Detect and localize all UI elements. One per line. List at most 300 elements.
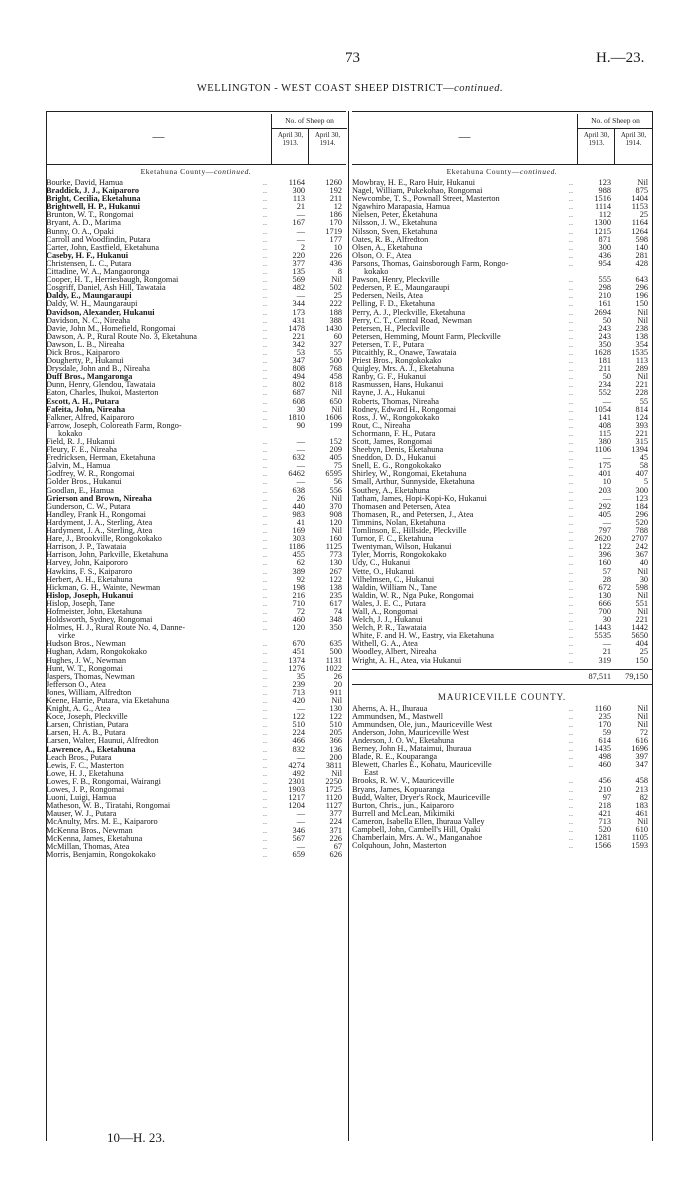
owner-name: Larsen, Walter, Haunui, Alfredton — [46, 737, 159, 746]
owner-name: Ngawhiro Marapasia, Hamua — [352, 203, 450, 212]
sheep-1913: 401 — [598, 469, 611, 479]
leader-dots: .. — [568, 784, 574, 794]
table-row — [46, 422, 346, 430]
sheep-1914: 1120 — [325, 793, 342, 803]
sheep-1913: 1186 — [288, 542, 305, 552]
owner-name: Daldy, E., Maungaraupi — [46, 292, 132, 301]
sheep-1914: 183 — [635, 800, 648, 810]
sheep-1914: 354 — [635, 339, 648, 349]
sheep-1914: 370 — [329, 501, 342, 511]
leader-dots: .. — [568, 792, 574, 802]
leader-dots: .. — [568, 816, 574, 826]
sheep-1914: 1593 — [631, 841, 648, 851]
leader-dots: .. — [568, 315, 574, 325]
leader-dots: .. — [262, 267, 268, 277]
sheep-1913: 456 — [598, 776, 611, 786]
owner-name: Eaton, Charles, Ihukoi, Masterton — [46, 389, 159, 398]
sheep-1913: 342 — [292, 339, 305, 349]
sheep-1914: 55 — [333, 347, 342, 357]
sheep-1913: 377 — [292, 258, 305, 268]
sheep-1913: 954 — [598, 258, 611, 268]
sheep-1914: 371 — [329, 825, 342, 835]
leader-dots: .. — [262, 331, 268, 341]
sheep-1913: 298 — [598, 283, 611, 293]
sheep-1913: 421 — [598, 808, 611, 818]
sheep-1914: Nil — [637, 307, 648, 317]
owner-name: Larsen, Christian, Putara — [46, 721, 129, 730]
owner-name: Hardyment, J. A., Sterling, Atea — [46, 518, 153, 527]
owner-name: Fredricksen, Herman, Eketahuna — [46, 454, 156, 463]
owner-name: Oates, R. B., Alfredton — [352, 235, 429, 244]
sheep-1913: 494 — [292, 372, 305, 382]
leader-dots: .. — [262, 542, 268, 552]
sheep-1913: 567 — [292, 833, 305, 843]
sheep-1914: 296 — [635, 509, 648, 519]
sheep-1914: 160 — [329, 534, 342, 544]
sheep-1913: 346 — [292, 825, 305, 835]
sheep-1913: 1106 — [594, 445, 611, 455]
sheep-1913: 405 — [598, 509, 611, 519]
sheep-1914: 643 — [635, 275, 648, 285]
sheep-1914: 226 — [329, 833, 342, 843]
leader-dots: .. — [262, 186, 268, 196]
owner-name: Twentyman, Wilson, Hukanui — [352, 543, 452, 552]
sheep-1914: 200 — [329, 752, 342, 762]
owner-name: Leach Bros., Putara — [46, 753, 112, 762]
owner-name: Keene, Harrie, Putara, via Eketahuna — [46, 697, 170, 705]
sheep-1913: 1300 — [594, 218, 611, 228]
owner-name: Vilhelmsen, C., Hukanui — [352, 575, 435, 584]
owner-name: Mauser, W. J., Putara — [46, 810, 117, 819]
leader-dots: .. — [262, 299, 268, 309]
sheep-1913: 234 — [598, 380, 611, 390]
sheep-1913: 713 — [598, 816, 611, 826]
sheep-1913: 380 — [598, 437, 611, 446]
owner-name: Brightwell, H. P., Hukanui — [46, 203, 140, 212]
sheep-1913: 21 — [296, 202, 305, 212]
sheep-1914: 228 — [635, 388, 648, 398]
section-heading: Eketahuna County—continued. — [446, 167, 558, 176]
leader-dots: .. — [568, 331, 574, 341]
owner-name: Wall, A., Rongomai — [352, 607, 418, 616]
leader-dots: .. — [568, 412, 574, 422]
sheep-1913: 181 — [598, 356, 611, 366]
sheep-1913: 122 — [292, 712, 305, 722]
sheep-1913: 92 — [296, 574, 305, 584]
sheep-1913: 460 — [598, 760, 611, 770]
owner-name: Nielsen, Peter, Eketahuna — [352, 211, 438, 220]
leader-dots: .. — [568, 202, 574, 212]
table-row — [352, 842, 652, 850]
sheep-1913: 218 — [598, 800, 611, 810]
leader-dots: .. — [262, 760, 268, 770]
left-column — [46, 111, 346, 859]
sheep-1913: 420 — [292, 696, 305, 705]
leader-dots: .. — [568, 283, 574, 293]
owner-name: Newcombe, T. S., Pownall Street, Masterton — [352, 195, 500, 204]
leader-dots: .. — [262, 720, 268, 730]
sheep-1913: — — [296, 234, 305, 244]
leader-dots: .. — [568, 210, 574, 220]
sheep-1913: 492 — [292, 768, 305, 778]
leader-dots: .. — [262, 437, 268, 446]
owner-name: Caseby, H. F., Hukanui — [46, 251, 129, 260]
sheep-1914: 221 — [635, 380, 648, 390]
owner-name: Ammundsen, Ole, jun., Mauriceville West — [352, 720, 493, 729]
owner-name: Dick Bros., Kaiparoro — [46, 348, 120, 357]
owner-name: Grierson and Brown, Nireaha — [46, 494, 152, 503]
sheep-1914: 150 — [635, 299, 648, 309]
sheep-1914: 1164 — [631, 218, 648, 228]
sheep-1913: 90 — [296, 420, 305, 430]
sheep-1913: 141 — [598, 412, 611, 422]
owner-name: Hofmeister, John, Eketahuna — [46, 607, 142, 616]
leader-dots: .. — [262, 623, 268, 633]
sheep-1913: 303 — [292, 534, 305, 544]
owner-name: Brooks, R. W. V., Mauriceville — [352, 777, 455, 786]
sheep-1913: 710 — [292, 598, 305, 608]
sheep-1914: 152 — [329, 437, 342, 446]
owner-name: Koce, Joseph, Pleckville — [46, 713, 128, 722]
sheep-1913: 700 — [598, 606, 611, 616]
leader-dots: .. — [262, 469, 268, 479]
sheep-1914: 40 — [639, 558, 648, 568]
leader-dots: .. — [568, 558, 574, 568]
owner-name: Daldy, W. H., Maungaraupi — [46, 300, 138, 309]
owner-name: Pitcaithly, R., Onawe, Tawataia — [352, 348, 457, 357]
sheep-1913: 1478 — [288, 323, 305, 333]
sheep-1913: — — [602, 453, 611, 463]
leader-dots: .. — [568, 404, 574, 414]
owner-name: Luoni, Luigi, Hamua — [46, 794, 117, 803]
owner-name: Shirley, W., Rongomai, Eketahuna — [352, 470, 467, 479]
sheep-1913: 53 — [296, 347, 305, 357]
sheep-1914: 502 — [329, 283, 342, 293]
sheep-1914: 82 — [639, 792, 648, 802]
sheep-1913: 4274 — [288, 760, 305, 770]
sheep-1914: 12 — [333, 202, 342, 212]
sheep-1913: 638 — [292, 485, 305, 495]
sheep-1914: 768 — [329, 364, 342, 374]
owner-name: Small, Arthur, Sunnyside, Eketahuna — [352, 478, 475, 487]
leader-dots: .. — [568, 453, 574, 463]
sheep-1914: 6595 — [325, 469, 342, 479]
owner-name: Pawson, Henry, Pleckville — [352, 276, 440, 285]
sheep-1914: 122 — [329, 574, 342, 584]
leader-dots: .. — [568, 339, 574, 349]
sheep-1914: 122 — [329, 712, 342, 722]
leader-dots: .. — [262, 420, 268, 430]
owner-name: Jefferson O., Atea — [46, 680, 106, 689]
sheep-1913: 169 — [292, 526, 305, 536]
owner-name: Pedersen, P. E., Maungaraupi — [352, 284, 450, 293]
sheep-1913: — — [296, 461, 305, 471]
owner-name: Blade, R. E., Kouparanga — [352, 753, 438, 762]
sheep-1914: 1153 — [631, 202, 648, 212]
sheep-1913: 988 — [598, 186, 611, 196]
sheep-1913: 460 — [292, 615, 305, 625]
sheep-1913: 6462 — [288, 469, 305, 479]
leader-dots: .. — [262, 744, 268, 754]
owner-name: Colquhoun, John, Masterton — [352, 842, 447, 851]
sheep-1914: 626 — [329, 849, 342, 859]
leader-dots: .. — [568, 218, 574, 228]
leader-dots: .. — [262, 202, 268, 212]
owner-name: Cooper, H. T., Herriesbaugh, Rongomai — [46, 276, 179, 285]
leader-dots: .. — [568, 380, 574, 390]
owner-name: Jones, William, Alfredton — [46, 688, 132, 697]
sheep-1913: 552 — [598, 388, 611, 398]
owner-name: Cittadine, W. A., Mangaoronga — [46, 268, 150, 277]
owner-name: Nilsson, J. W., Eketahuna — [352, 219, 438, 228]
sheep-1913: — — [602, 396, 611, 406]
leader-dots: .. — [568, 808, 574, 818]
sheep-1913: 614 — [598, 736, 611, 745]
sheep-1913: 10 — [602, 477, 611, 487]
sheep-1914: 458 — [329, 372, 342, 382]
sheep-1913: 983 — [292, 509, 305, 519]
leader-dots: .. — [568, 655, 574, 665]
owner-name: Dougherty, P., Hukanui — [46, 357, 124, 366]
sheep-1914: 598 — [635, 234, 648, 244]
sheep-1914: Nil — [331, 696, 342, 705]
sheep-1914: 377 — [329, 809, 342, 819]
sheep-1913: 50 — [602, 315, 611, 325]
sheep-1913: 1204 — [288, 801, 305, 811]
sheep-1913: 687 — [292, 388, 305, 398]
leader-dots: .. — [568, 307, 574, 317]
leader-dots: .. — [262, 242, 268, 252]
leader-dots: .. — [568, 493, 574, 503]
leader-dots: .. — [262, 404, 268, 414]
owner-name: McMillan, Thomas, Atea — [46, 842, 130, 851]
sheep-1914: Nil — [637, 719, 648, 729]
owner-name: Davie, John M., Homefield, Rongomai — [46, 324, 176, 333]
leader-dots: .. — [568, 736, 574, 745]
sheep-1913: — — [602, 517, 611, 527]
leader-dots: .. — [568, 364, 574, 374]
owner-name: Waldin, William N., Tane — [352, 583, 437, 592]
table-row — [46, 624, 346, 632]
sheep-1914: 1127 — [325, 801, 342, 811]
leader-dots: .. — [568, 833, 574, 843]
leader-dots: .. — [568, 477, 574, 487]
owner-name: Rasmussen, Hans, Hukanui — [352, 381, 444, 390]
owner-name: Godfrey, W. R., Rongomai — [46, 470, 135, 479]
leader-dots: .. — [262, 801, 268, 811]
owner-name: Cameron, Isabella Ellen, Ihuraua Valley — [352, 817, 485, 826]
sheep-1914: 242 — [635, 542, 648, 552]
sheep-1914: 1394 — [631, 445, 648, 455]
sheep-1913: — — [296, 817, 305, 827]
district-heading: WELLINGTON - WEST COAST SHEEP DISTRICT—continued. — [196, 83, 504, 94]
sheep-1914: 192 — [329, 186, 342, 196]
sheep-1914: 788 — [635, 526, 648, 536]
sheep-1913: 659 — [292, 849, 305, 859]
owner-name: Timmins, Nolan, Eketahuna — [352, 518, 446, 527]
owner-name: Harrison, John, Parkville, Eketahuna — [46, 551, 169, 560]
sheep-1914: 281 — [635, 250, 648, 260]
owner-name: White, F. and H. W., Eastry, via Eketahuna — [352, 632, 494, 641]
sheep-1914: 551 — [635, 598, 648, 608]
sheep-1913: 1281 — [594, 833, 611, 843]
leader-dots: .. — [262, 372, 268, 382]
sheep-1914: Nil — [637, 566, 648, 576]
sheep-1913: 1628 — [594, 347, 611, 357]
owner-name: Udy, C., Hukanui — [352, 559, 411, 568]
owner-name: Hughan, Adam, Rongokokako — [46, 648, 147, 657]
leader-dots: .. — [568, 388, 574, 398]
sheep-1914: 1264 — [631, 226, 648, 236]
leader-dots: .. — [568, 396, 574, 406]
sheep-1913: 161 — [598, 299, 611, 309]
owner-name: Davidson, Alexander, Hukanui — [46, 308, 155, 317]
sheep-1914: 296 — [635, 283, 648, 293]
sheep-1913: 455 — [292, 550, 305, 560]
owner-name: Dawson, L. B., Nireaha — [46, 340, 125, 349]
sheep-1913: 112 — [598, 210, 611, 220]
sheep-1914: 327 — [329, 339, 342, 349]
sheep-1914: Nil — [331, 493, 342, 503]
leader-dots: .. — [568, 703, 574, 713]
owner-name: kokako — [58, 429, 83, 438]
sheep-1913: 408 — [598, 420, 611, 430]
leader-dots: .. — [568, 776, 574, 786]
sheep-1914: 123 — [635, 493, 648, 503]
leader-dots: .. — [262, 841, 268, 851]
sheep-1914: 213 — [635, 784, 648, 794]
sheep-1913: 62 — [296, 558, 305, 568]
sheep-1914: 136 — [329, 744, 342, 754]
sheep-1914: 124 — [635, 412, 648, 422]
sheep-1913: 569 — [292, 275, 305, 285]
owner-name: Carroll and Woodfindin, Putara — [46, 235, 151, 244]
owner-name: McKenna Bros., Newman — [46, 826, 133, 835]
leader-dots: .. — [262, 768, 268, 778]
owner-name: Nagel, William, Pukekohao, Rongomai — [352, 187, 483, 196]
sheep-1913: 216 — [292, 590, 305, 600]
page-number: 73 — [345, 50, 360, 66]
sheep-1914: 1606 — [325, 412, 342, 422]
leader-dots: .. — [568, 501, 574, 511]
leader-dots: .. — [568, 719, 574, 729]
leader-dots: .. — [568, 727, 574, 737]
leader-dots: .. — [568, 631, 574, 641]
sheep-1913: 347 — [292, 356, 305, 366]
sheep-1913: — — [296, 291, 305, 301]
owner-name: Blewett, Charles E., Kohatu, Mauriceville — [352, 761, 492, 770]
table-header: — No. of Sheep on April 30, 1913. April 30, 1914. — [352, 111, 652, 165]
leader-dots: .. — [568, 178, 574, 187]
sheep-1913: 436 — [598, 250, 611, 260]
owner-name: Holmes, H. J., Rural Route No. 4, Danne- — [46, 624, 185, 633]
leader-dots: .. — [262, 728, 268, 738]
sheep-1914: 199 — [329, 420, 342, 430]
owner-name: Fafeita, John, Nireaha — [46, 405, 126, 414]
owner-name: Escott, A. H., Putara — [46, 397, 120, 406]
leader-dots: .. — [262, 655, 268, 665]
table-row — [352, 657, 652, 665]
leader-dots: .. — [262, 825, 268, 835]
owner-name: Petersen, H., Pleckville — [352, 324, 430, 333]
sheep-1914: 184 — [635, 501, 648, 511]
sheep-1914: Nil — [331, 388, 342, 398]
sheep-1914: 289 — [635, 364, 648, 374]
leader-dots: .. — [568, 420, 574, 430]
owner-name: Withell, G. A., Atea — [352, 640, 418, 649]
sheep-1913: 41 — [296, 517, 305, 527]
leader-dots: .. — [568, 250, 574, 260]
sheep-1914: 650 — [329, 396, 342, 406]
leader-dots: .. — [262, 712, 268, 722]
owner-name: Duff Bros., Mangaronga — [46, 373, 133, 382]
sheep-1913: 713 — [292, 687, 305, 697]
sheep-1913: 1516 — [594, 194, 611, 204]
owner-name: Rodney, Edward H., Rongomai — [352, 405, 457, 414]
leader-dots: .. — [262, 258, 268, 268]
sheep-1914: 1535 — [631, 347, 648, 357]
owner-name: Welch, J. J., Hukanui — [352, 616, 423, 625]
sheep-1914: Nil — [637, 606, 648, 616]
sheep-1913: — — [296, 809, 305, 819]
leader-dots: .. — [262, 275, 268, 285]
sheep-1914: 367 — [635, 550, 648, 560]
leader-dots: .. — [568, 356, 574, 366]
owner-name: Petersen, T. F., Putara — [352, 340, 425, 349]
owner-name: Tyler, Morris, Rongokokako — [352, 551, 447, 560]
leader-dots: .. — [262, 315, 268, 325]
sheep-1913: 72 — [296, 606, 305, 616]
sheep-1914: 55 — [639, 396, 648, 406]
owner-name: East — [364, 769, 379, 778]
sheep-1914: 428 — [635, 258, 648, 268]
leader-dots: .. — [262, 307, 268, 317]
sheep-1913: 389 — [292, 566, 305, 576]
leader-dots: .. — [568, 437, 574, 446]
sheep-1914: 238 — [635, 323, 648, 333]
sheep-1914: 221 — [635, 428, 648, 438]
leader-dots: .. — [568, 760, 574, 770]
sheep-1913: 122 — [598, 542, 611, 552]
owner-name: Lowe, H. J., Eketahuna — [46, 769, 124, 778]
sheep-1913: 210 — [598, 784, 611, 794]
owner-name: Christensen, L. C., Putara — [46, 259, 132, 268]
owner-name: Berney, John H., Mataimui, Ihuraua — [352, 745, 472, 754]
sheep-1914: 436 — [329, 258, 342, 268]
leader-dots: .. — [262, 752, 268, 762]
sheep-1913: 1217 — [288, 793, 305, 803]
owner-name: Gunderson, C. W., Putara — [46, 502, 131, 511]
sheep-1913: 198 — [292, 582, 305, 592]
owner-name: Anderson, John, Mauriceville West — [352, 728, 469, 737]
leader-dots: .. — [568, 590, 574, 600]
sheep-1913: 135 — [292, 267, 305, 277]
owner-name: Galvin, M., Hamua — [46, 462, 111, 471]
sheep-1913: 871 — [598, 234, 611, 244]
owner-name: Hickman, G. H., Wainte, Newman — [46, 583, 161, 592]
leader-dots: .. — [262, 647, 268, 657]
sheep-1914: 211 — [329, 194, 342, 204]
leader-dots: .. — [568, 517, 574, 527]
sheep-1914: Nil — [637, 590, 648, 600]
sheep-1913: 350 — [598, 339, 611, 349]
sheep-1913: — — [296, 226, 305, 236]
sheep-1913: 672 — [598, 582, 611, 592]
sheep-1914: 205 — [329, 728, 342, 738]
sheep-1914: Nil — [331, 526, 342, 536]
sheep-1914: 1696 — [631, 744, 648, 754]
owner-name: Sheebyn, Denis, Eketahuna — [352, 446, 444, 455]
